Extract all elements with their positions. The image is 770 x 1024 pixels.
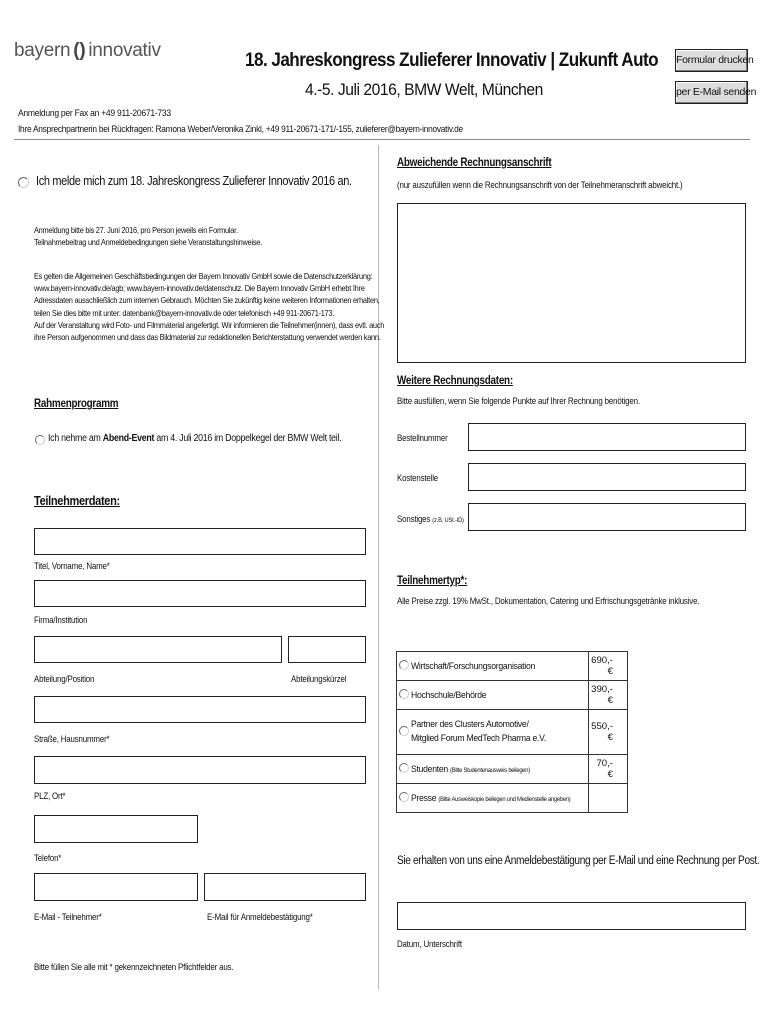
logo-mark-icon: () — [73, 40, 86, 61]
type-radio[interactable] — [399, 792, 409, 802]
type-cell — [397, 710, 589, 755]
privacy-line: www.bayern-innovativ.de/agb; www.bayern-innovativ.de/datenschutz. Die Bayern Innovativ GmbH erhebt Ihre — [34, 283, 365, 294]
logo-text-left: bayern — [14, 40, 71, 61]
registration-info — [34, 224, 262, 248]
bestellnummer-label: Bestellnummer — [397, 433, 448, 443]
type-price: 690,- € — [589, 652, 628, 681]
rechnungsanschrift-note: (nur auszufüllen wenn die Rechnungsanschrift von der Teilnehmeranschrift abweicht.) — [397, 180, 683, 190]
type-label: Presse — [411, 792, 437, 804]
type-cell — [397, 755, 589, 784]
privacy-line: Es gelten die Allgemeinen Geschäftsbedingungen der Bayern Innovativ GmbH sowie die Datenschutzerklärung: — [34, 271, 373, 281]
info-line: Teilnahmebeitrag und Anmeldebedingungen siehe Veranstaltungshinweise. — [34, 237, 262, 248]
abend-event-radio[interactable] — [35, 435, 45, 445]
sonstiges-text: Sonstiges — [397, 514, 431, 524]
page-subtitle: 4.-5. Juli 2016, BMW Welt, München — [305, 80, 543, 99]
strasse-input[interactable] — [34, 696, 366, 723]
event-pre: Ich nehme am — [48, 433, 103, 444]
type-radio[interactable] — [399, 726, 409, 736]
teilnehmertyp-table — [396, 651, 628, 813]
type-option[interactable] — [397, 793, 588, 804]
type-label: Studenten — [411, 763, 448, 775]
privacy-line: teilen Sie dies bitte mit unter: datenbank@bayern-innovativ.de oder telefonisch +49 911-20671-173. — [34, 307, 335, 318]
email-teilnehmer-input[interactable] — [34, 873, 198, 901]
name-input[interactable] — [34, 528, 366, 555]
type-option[interactable] — [397, 764, 588, 775]
abteilungskuerzel-input[interactable] — [288, 636, 366, 663]
event-post: am 4. Juli 2016 im Doppelkegel der BMW Welt teil. — [154, 433, 342, 444]
privacy-line: Adressdaten ausschließlich zum internen Gebrauch. Möchten Sie zukünftig keine weiteren Informationen erhalten, — [34, 295, 380, 306]
fax-line: Anmeldung per Fax an +49 911-20671-733 — [18, 108, 171, 119]
abteilung-input[interactable] — [34, 636, 282, 663]
confirmation-note: Sie erhalten von uns eine Anmeldebestätigung per E-Mail und eine Rechnung per Post. — [397, 855, 760, 867]
table-row — [397, 710, 628, 755]
kostenstelle-label: Kostenstelle — [397, 473, 439, 483]
print-form-button[interactable]: Formular drucken — [675, 49, 748, 72]
firma-label: Firma/Institution — [34, 615, 88, 625]
sonstiges-label — [397, 514, 464, 524]
table-row — [397, 652, 628, 681]
info-line: Anmeldung bitte bis 27. Juni 2016, pro Person jeweils ein Formular. — [34, 225, 238, 235]
strasse-label: Straße, Hausnummer* — [34, 734, 110, 744]
privacy-line: Auf der Veranstaltung wird Foto- und Filmmaterial angefertigt. Wir informieren die Teilnehmer(innen), dass evtl. auch — [34, 319, 385, 330]
privacy-line: ihre Person aufgenommen und dass das Bildmaterial zur redaktionellen Berichterstattung verwendet werden kann. — [34, 332, 381, 343]
type-cell — [397, 784, 589, 813]
abend-event-label — [48, 433, 341, 444]
kostenstelle-input[interactable] — [468, 463, 746, 491]
telefon-input[interactable] — [34, 815, 198, 843]
register-radio[interactable] — [18, 177, 29, 188]
event-bold: Abend-Event — [102, 433, 155, 444]
rechnungsanschrift-heading: Abweichende Rechnungsanschrift — [397, 157, 552, 169]
sonstiges-hint: (z.B. USt.-ID) — [432, 517, 464, 524]
table-row — [397, 784, 628, 813]
type-radio[interactable] — [399, 763, 409, 773]
datum-unterschrift-input[interactable] — [397, 902, 746, 930]
teilnehmertyp-note: Alle Preise zzgl. 19% MwSt., Dokumentation, Catering und Erfrischungsgetränke inklusive. — [397, 596, 700, 606]
email-bestaetigung-input[interactable] — [204, 873, 366, 901]
weitere-rechnungsdaten-heading: Weitere Rechnungsdaten: — [397, 375, 513, 387]
type-price: 550,- € — [589, 710, 628, 755]
type-label: Wirtschaft/Forschungsorganisation — [411, 660, 536, 672]
plz-ort-input[interactable] — [34, 756, 366, 784]
type-radio[interactable] — [399, 660, 409, 670]
contact-line: Ihre Ansprechpartnerin bei Rückfragen: Ramona Weber/Veronika Zinkl, +49 911-20671-171/-155, zulieferer@bayern-innovativ.de — [18, 124, 463, 135]
bestellnummer-input[interactable] — [468, 423, 746, 451]
sonstiges-input[interactable] — [468, 503, 746, 531]
weitere-rechnungsdaten-note: Bitte ausfüllen, wenn Sie folgende Punkte auf Ihrer Rechnung benötigen. — [397, 396, 640, 406]
type-label: Hochschule/Behörde — [411, 689, 487, 701]
table-row — [397, 755, 628, 784]
rechnungsanschrift-textarea[interactable] — [397, 203, 746, 363]
name-label: Titel, Vorname, Name* — [34, 561, 110, 571]
type-hint: (Bitte Studentenausweis beilegen) — [450, 766, 530, 774]
abteilungskuerzel-label: Abteilungskürzel — [291, 674, 347, 684]
privacy-text — [34, 270, 384, 343]
email-bestaetigung-label: E-Mail für Anmeldebestätigung* — [207, 912, 313, 922]
type-price: 390,- € — [589, 681, 628, 710]
telefon-label: Telefon* — [34, 853, 62, 863]
teilnehmerdaten-heading: Teilnehmerdaten: — [34, 493, 120, 508]
type-price — [589, 784, 628, 813]
plz-ort-label: PLZ, Ort* — [34, 791, 66, 801]
mandatory-footnote: Bitte füllen Sie alle mit * gekennzeichneten Pflichtfelder aus. — [34, 962, 234, 972]
logo — [14, 40, 161, 62]
firma-input[interactable] — [34, 580, 366, 607]
type-option[interactable] — [397, 661, 588, 672]
header-divider — [14, 139, 750, 140]
email-teilnehmer-label: E-Mail - Teilnehmer* — [34, 912, 102, 922]
register-label: Ich melde mich zum 18. Jahreskongress Zulieferer Innovativ 2016 an. — [36, 174, 352, 188]
abteilung-label: Abteilung/Position — [34, 674, 95, 684]
table-row — [397, 681, 628, 710]
email-send-button[interactable]: per E-Mail senden — [675, 81, 748, 104]
type-cell — [397, 652, 589, 681]
type-cell — [397, 681, 589, 710]
type-option[interactable] — [397, 718, 588, 746]
datum-unterschrift-label: Datum, Unterschrift — [397, 939, 462, 949]
type-label: Partner des Clusters Automotive/ — [411, 719, 529, 730]
type-hint: (Bitte Ausweiskopie beilegen und Medienstelle angeben) — [438, 795, 571, 803]
type-label-line2: Mitglied Forum MedTech Pharma e.V. — [411, 733, 546, 744]
rahmenprogramm-heading: Rahmenprogramm — [34, 398, 119, 410]
logo-text-right: innovativ — [88, 40, 161, 61]
page-title: 18. Jahreskongress Zulieferer Innovativ | Zukunft Auto — [245, 50, 659, 71]
type-price: 70,- € — [589, 755, 628, 784]
teilnehmertyp-heading: Teilnehmertyp*: — [397, 575, 468, 587]
type-radio[interactable] — [399, 689, 409, 699]
type-option[interactable] — [397, 690, 588, 701]
